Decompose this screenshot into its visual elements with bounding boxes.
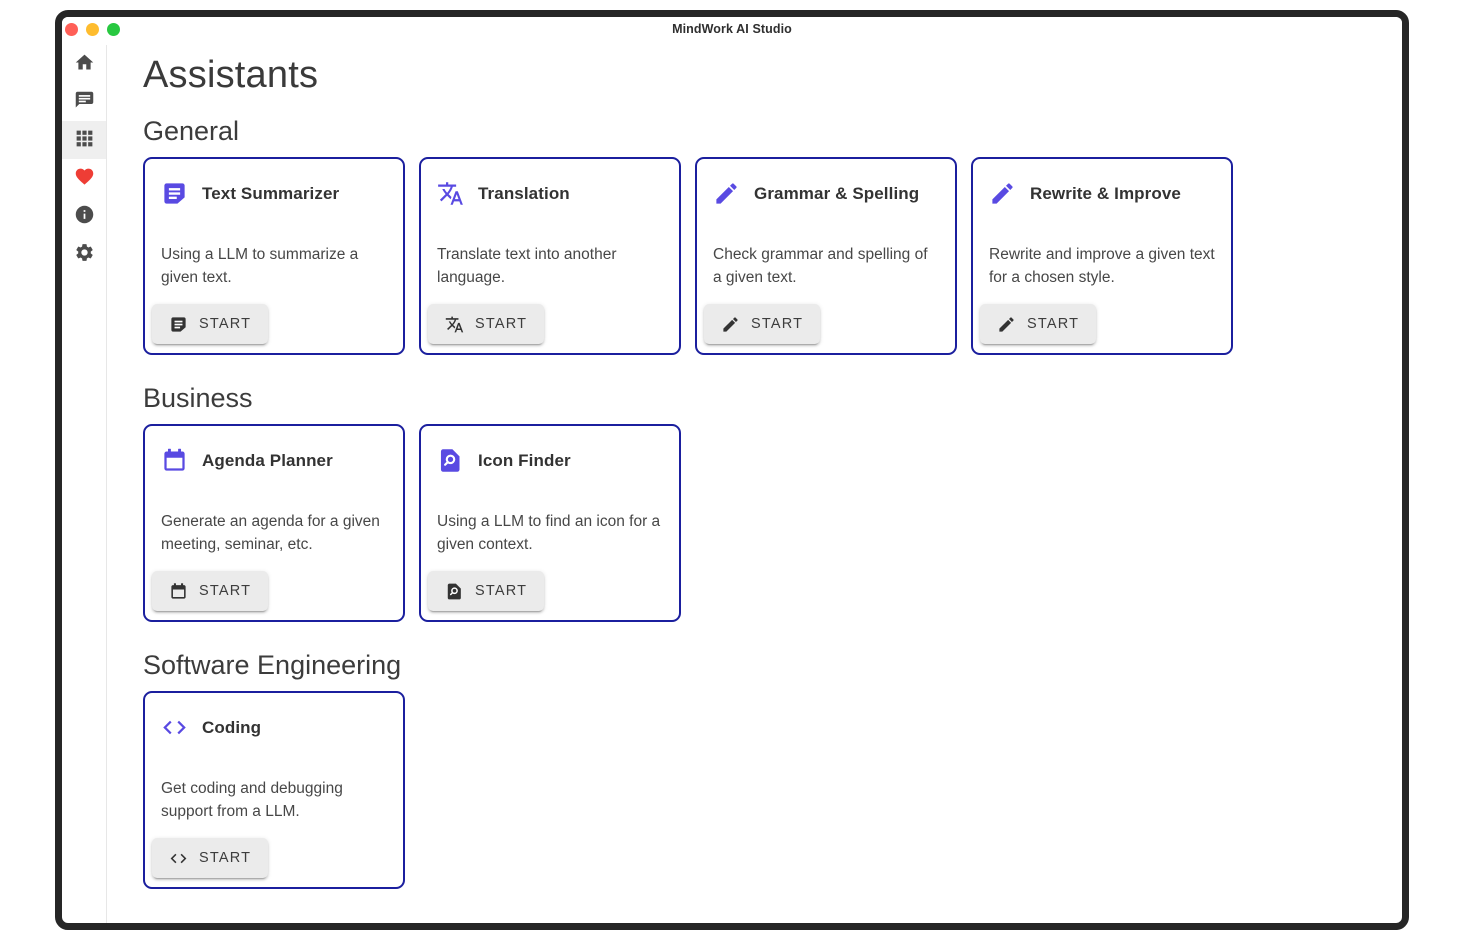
start-button-translation[interactable] [428, 304, 544, 344]
sidebar-item-chats[interactable] [62, 83, 106, 121]
summarize-icon [161, 180, 188, 207]
assistant-card-rewrite-improve [971, 157, 1233, 355]
sidebar-item-home[interactable] [62, 45, 106, 83]
code-icon [169, 849, 188, 868]
app-window [55, 10, 1409, 930]
start-button-icon-finder[interactable] [428, 571, 544, 611]
translate-icon [445, 315, 464, 334]
translate-icon [437, 180, 464, 207]
assistant-card-grammar-spelling [695, 157, 957, 355]
start-button-grammar-spelling[interactable] [704, 304, 820, 344]
sidebar-item-assistants[interactable] [62, 121, 106, 159]
card-title: Grammar & Spelling [754, 183, 920, 203]
start-button-label: START [199, 583, 252, 599]
summarize-icon [169, 315, 188, 334]
heart-icon [74, 166, 95, 190]
icon-search-icon [445, 582, 464, 601]
start-button-rewrite-improve[interactable] [980, 304, 1096, 344]
card-header [421, 426, 679, 474]
section-title-software-engineering: Software Engineering [143, 650, 402, 680]
chat-icon [74, 90, 95, 114]
start-button-label: START [751, 316, 804, 332]
section-title-general: General [143, 116, 240, 146]
sidebar-item-about[interactable] [62, 197, 106, 235]
card-title: Icon Finder [478, 450, 571, 470]
start-button-label: START [199, 316, 252, 332]
start-button-label: START [475, 316, 528, 332]
start-button-label: START [1027, 316, 1080, 332]
card-description: Rewrite and improve a given text for a chosen style. [989, 246, 1215, 286]
apps-grid-icon [74, 128, 95, 152]
info-icon [74, 204, 95, 228]
start-button-label: START [199, 850, 252, 866]
card-description: Generate an agenda for a given meeting, seminar, etc. [161, 513, 380, 553]
assistant-card-translation [419, 157, 681, 355]
edit-pencil-icon [721, 315, 740, 334]
window-title: MindWork AI Studio [672, 22, 792, 36]
assistant-card-icon-finder [419, 424, 681, 622]
settings-gear-icon [74, 242, 95, 266]
card-header [421, 159, 679, 207]
card-header [973, 159, 1231, 207]
card-description: Translate text into another language. [437, 246, 617, 286]
card-title: Translation [478, 183, 570, 203]
sidebar-nav [62, 45, 107, 923]
page-title: Assistants [143, 54, 319, 96]
card-description: Using a LLM to find an icon for a given context. [437, 513, 661, 553]
card-title: Rewrite & Improve [1030, 183, 1181, 203]
calendar-icon [161, 447, 188, 474]
card-row-software-engineering [143, 691, 1402, 889]
sidebar-item-settings[interactable] [62, 235, 106, 273]
card-row-general [143, 157, 1402, 355]
assistant-card-agenda-planner [143, 424, 405, 622]
card-header [145, 693, 403, 741]
assistant-card-text-summarizer [143, 157, 405, 355]
sidebar-item-favorites[interactable] [62, 159, 106, 197]
card-description: Check grammar and spelling of a given text. [713, 246, 928, 286]
home-icon [74, 52, 95, 76]
card-header [145, 426, 403, 474]
code-icon [161, 714, 188, 741]
card-row-business [143, 424, 1402, 622]
main-content [107, 45, 1402, 923]
edit-pencil-icon [997, 315, 1016, 334]
icon-search-icon [437, 447, 464, 474]
start-button-text-summarizer[interactable] [152, 304, 268, 344]
card-title: Text Summarizer [202, 183, 340, 203]
card-description: Using a LLM to summarize a given text. [161, 246, 359, 286]
edit-pencil-icon [989, 180, 1016, 207]
card-header [145, 159, 403, 207]
card-title: Coding [202, 717, 262, 737]
card-title: Agenda Planner [202, 450, 333, 470]
start-button-coding[interactable] [152, 838, 268, 878]
edit-pencil-icon [713, 180, 740, 207]
start-button-agenda-planner[interactable] [152, 571, 268, 611]
assistant-card-coding [143, 691, 405, 889]
section-title-business: Business [143, 383, 253, 413]
card-description: Get coding and debugging support from a LLM. [161, 780, 343, 820]
start-button-label: START [475, 583, 528, 599]
title-bar [62, 17, 1402, 45]
calendar-icon [169, 582, 188, 601]
card-header [697, 159, 955, 207]
